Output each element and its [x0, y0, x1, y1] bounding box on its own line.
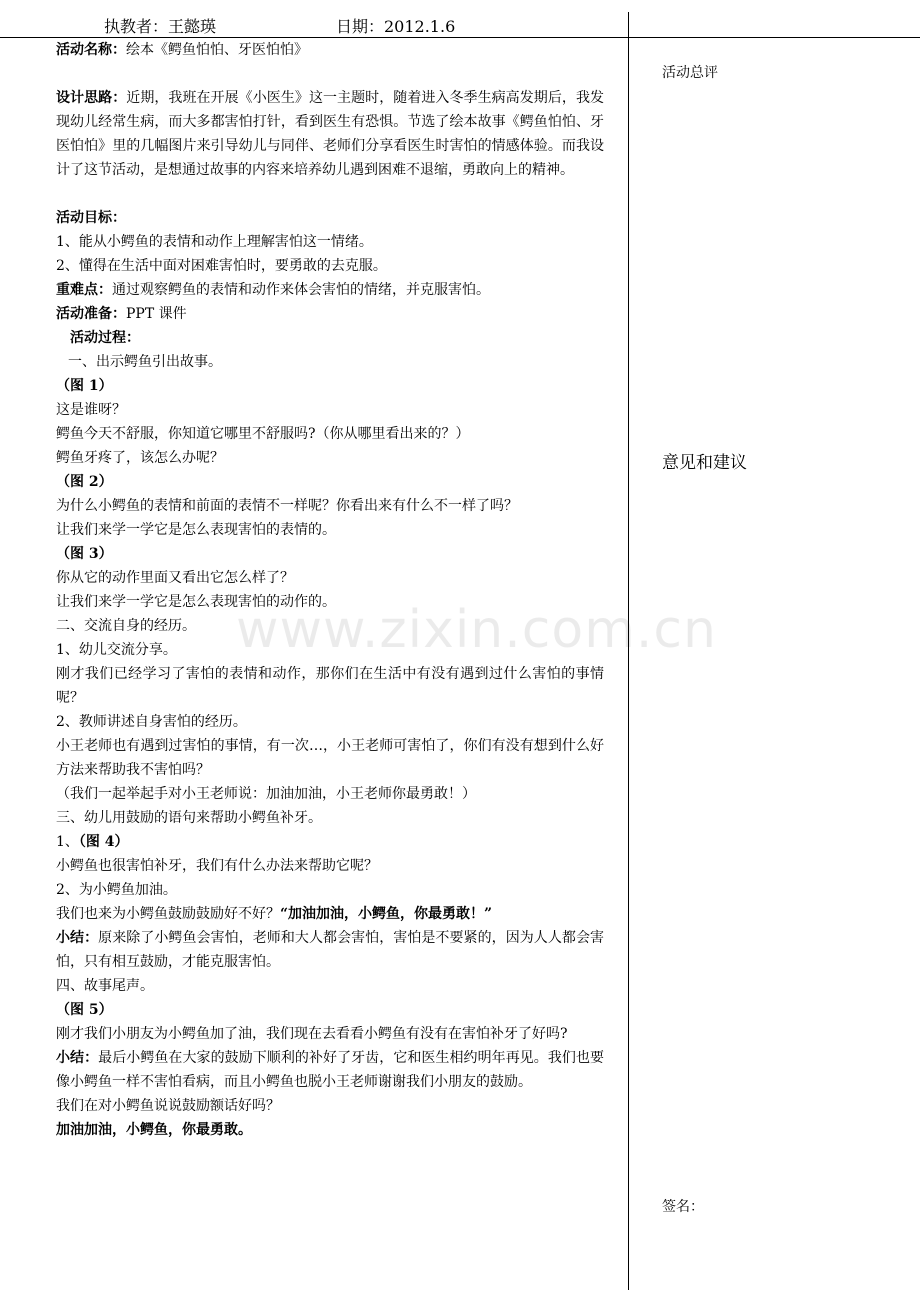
- summary-2-label: 小结：: [56, 1050, 99, 1066]
- figure-3-label: （图 3）: [56, 546, 113, 562]
- step-3-1-prefix: 1、: [56, 834, 79, 850]
- process-label: 活动过程：: [70, 330, 140, 346]
- question-2: 鳄鱼今天不舒服，你知道它哪里不舒服吗?（你从哪里看出来的？）: [56, 426, 470, 442]
- question-5: 让我们来学一学它是怎么表现害怕的表情的。: [56, 522, 336, 538]
- key-points-text: 通过观察鳄鱼的表情和动作来体会害怕的情绪，并克服害怕。: [112, 282, 490, 298]
- step-4-heading: 四、故事尾声。: [56, 978, 154, 994]
- teacher-name: 执教者：王懿瑛: [104, 17, 217, 36]
- cheer-quote: “加油加油，小鳄鱼，你最勇敢！”: [280, 906, 493, 922]
- step-1-heading: 一、出示鳄鱼引出故事。: [68, 354, 222, 370]
- goals-label: 活动目标：: [56, 210, 126, 226]
- question-7: 让我们来学一学它是怎么表现害怕的动作的。: [56, 594, 336, 610]
- activity-name: [56, 38, 604, 62]
- activity-name-text: 绘本《鳄鱼怕怕、牙医怕怕》: [126, 42, 308, 58]
- design-label: 设计思路：: [56, 90, 127, 106]
- step-3-2: 2、为小鳄鱼加油。: [56, 882, 177, 898]
- final-cheer: 加油加油，小鳄鱼，你最勇敢。: [56, 1122, 252, 1138]
- step-2-2: 2、教师讲述自身害怕的经历。: [56, 714, 247, 730]
- design-text: 近期，我班在开展《小医生》这一主题时，随着进入冬季生病高发期后，我发现幼儿经常生病，而大多都害怕打针，看到医生有恐惧。节选了绘本故事《鳄鱼怕怕、牙医怕怕》里的几幅图片来引导幼儿与同伴、老师们分享看医生时害怕的情感体验。而我设计了这节活动，是想通过故事的内容来培养幼儿遇到困难不退缩，勇敢向上的精神。: [56, 90, 605, 178]
- question-11: 小鳄鱼也很害怕补牙，我们有什么办法来帮助它呢？: [56, 858, 378, 874]
- summary-1: [56, 926, 604, 974]
- prep-label: 活动准备：: [56, 306, 126, 322]
- step-2-heading: 二、交流自身的经历。: [56, 618, 196, 634]
- suggestions-heading: 意见和建议: [662, 453, 747, 473]
- question-13: 刚才我们小朋友为小鳄鱼加了油，我们现在去看看小鳄鱼有没有在害怕补牙了好吗?: [56, 1026, 568, 1042]
- summary-2-text: 最后小鳄鱼在大家的鼓励下顺利的补好了牙齿，它和医生相约明年再见。我们也要像小鳄鱼一样不害怕看病，而且小鳄鱼也脱小王老师谢谢我们小朋友的鼓励。: [56, 1050, 605, 1090]
- column-divider: [628, 12, 629, 1290]
- step-3-heading: 三、幼儿用鼓励的语句来帮助小鳄鱼补牙。: [56, 810, 322, 826]
- question-12-text: 我们也来为小鳄鱼鼓励鼓励好不好？: [56, 906, 280, 922]
- goal-item-2: 2、懂得在生活中面对困难害怕时，要勇敢的去克服。: [56, 258, 387, 274]
- step-3-1: [56, 830, 604, 854]
- goal-item-1: 1、能从小鳄鱼的表情和动作上理解害怕这一情绪。: [56, 234, 373, 250]
- summary-2: [56, 1046, 604, 1094]
- key-points: [56, 278, 604, 302]
- watermark: www.zixin.com.cn: [236, 600, 717, 660]
- lesson-plan-body: [56, 38, 604, 1142]
- activity-summary-heading: 活动总评: [662, 65, 718, 81]
- question-1: 这是谁呀？: [56, 402, 126, 418]
- header: [0, 12, 628, 36]
- figure-4-label: （图 4）: [78, 834, 129, 850]
- figure-2-label: （图 2）: [56, 474, 113, 490]
- signature-label: 签名：: [662, 1199, 704, 1215]
- prep-text: PPT 课件: [126, 306, 187, 322]
- question-10: （我们一起举起手对小王老师说：加油加油，小王老师你最勇敢！）: [56, 786, 476, 802]
- lesson-date: 日期：2012.1.6: [336, 17, 456, 36]
- key-points-label: 重难点：: [56, 282, 112, 298]
- question-9: 小王老师也有遇到过害怕的事情，有一次…，小王老师可害怕了，你们有没有想到什么好方法来帮助我不害怕吗？: [56, 738, 604, 778]
- question-4: 为什么小鳄鱼的表情和前面的表情不一样呢？你看出来有什么不一样了吗？: [56, 498, 518, 514]
- question-6: 你从它的动作里面又看出它怎么样了？: [56, 570, 294, 586]
- figure-1-label: （图 1）: [56, 378, 113, 394]
- question-14: 我们在对小鳄鱼说说鼓励额话好吗？: [56, 1098, 280, 1114]
- question-8: 刚才我们已经学习了害怕的表情和动作，那你们在生活中有没有遇到过什么害怕的事情呢？: [56, 666, 604, 706]
- design-section: [56, 86, 604, 182]
- summary-1-text: 原来除了小鳄鱼会害怕，老师和大人都会害怕，害怕是不要紧的，因为人人都会害怕，只有相互鼓励，才能克服害怕。: [56, 930, 605, 970]
- question-12: [56, 902, 604, 926]
- activity-name-label: 活动名称：: [56, 42, 126, 58]
- summary-1-label: 小结：: [56, 930, 99, 946]
- step-2-1: 1、幼儿交流分享。: [56, 642, 177, 658]
- preparation: [56, 302, 604, 326]
- figure-5-label: （图 5）: [56, 1002, 113, 1018]
- question-3: 鳄鱼牙疼了，该怎么办呢？: [56, 450, 224, 466]
